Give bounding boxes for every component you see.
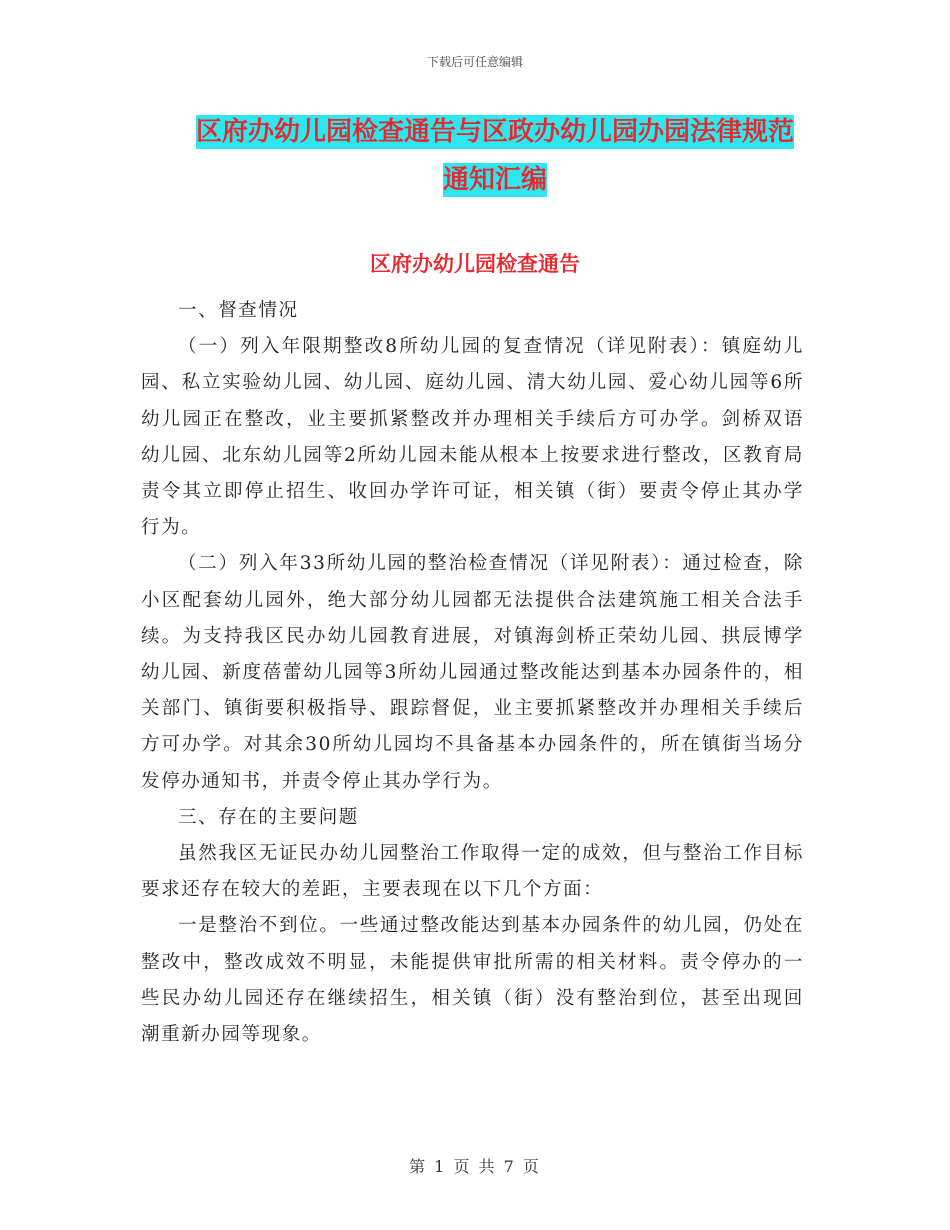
- document-body: [141, 293, 804, 1053]
- heading-inspection: 一、督查情况: [178, 300, 299, 321]
- document-title: [140, 108, 850, 204]
- heading-problems: 三、存在的主要问题: [178, 806, 359, 828]
- paragraph: （二）列入年33所幼儿园的整治检查情况（详见附表）：通过检查，除小区配套幼儿园外，绝大部分幼儿园都无法提供合法建筑施工相关合法手续。为支持我区民办幼儿园教育进展，对镇海剑桥正荣幼儿园、拱辰博学幼儿园、新度蓓蕾幼儿园等3所幼儿园通过整改能达到基本办园条件的，相关部门、镇街要积极指导、跟踪督促，业主要抓紧整改并办理相关手续后方可办学。对其余30所幼儿园均不具备基本办园条件的，所在镇街当场分发停办通知书，并责令停止其办学行为。: [141, 553, 804, 792]
- page-number: 第 1 页 共 7 页: [409, 1157, 541, 1176]
- section-title: 区府办幼儿园检查通告: [370, 252, 580, 276]
- page-header-note: 下载后可任意编辑: [426, 55, 523, 69]
- document-title-line2: 通知汇编: [442, 165, 547, 195]
- document-title-line1: 区府办幼儿园检查通告与区政办幼儿园办园法律规范: [195, 117, 794, 147]
- paragraph: 一是整治不到位。一些通过整改能达到基本办园条件的幼儿园，仍处在整改中，整改成效不明显，未能提供审批所需的相关材料。责令停办的一些民办幼儿园还存在继续招生，相关镇（街）没有整治到位，甚至出现回潮重新办园等现象。: [141, 915, 804, 1046]
- paragraph: （一）列入年限期整改8所幼儿园的复查情况（详见附表）：镇庭幼儿园、私立实验幼儿园、幼儿园、庭幼儿园、清大幼儿园、爱心幼儿园等6所幼儿园正在整改，业主要抓紧整改并办理相关手续后方可办学。剑桥双语幼儿园、北东幼儿园等2所幼儿园未能从根本上按要求进行整改，区教育局责令其立即停止招生、收回办学许可证，相关镇（街）要责令停止其办学行为。: [141, 336, 804, 539]
- paragraph: 虽然我区无证民办幼儿园整治工作取得一定的成效，但与整治工作目标要求还存在较大的差距，主要表现在以下几个方面：: [141, 843, 804, 901]
